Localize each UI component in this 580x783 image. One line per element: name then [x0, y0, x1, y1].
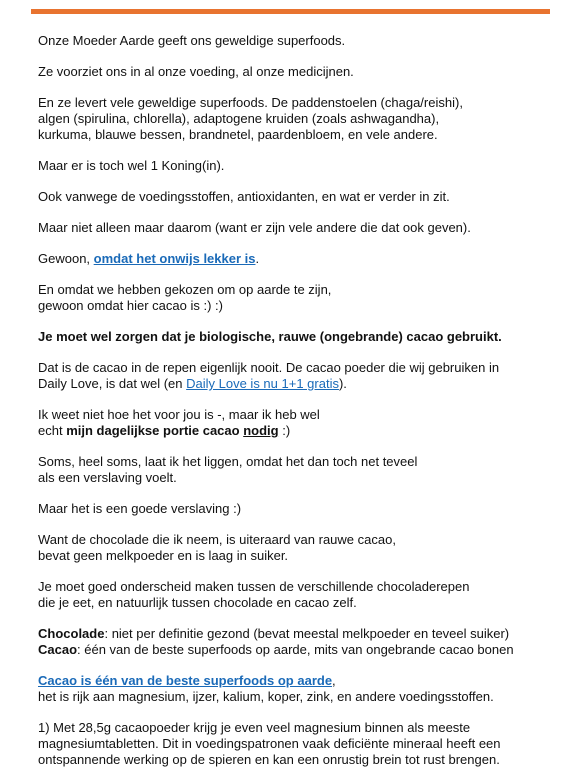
paragraph: Ik weet niet hoe het voor jou is -, maar ik heb wel echt mijn dagelijkse portie cacao nodig :): [38, 407, 320, 438]
paragraph: Je moet goed onderscheid maken tussen de verschillende chocoladerepen die je eet, en natuurlijk tussen chocolade en cacao zelf.: [38, 579, 470, 610]
paragraph: Maar er is toch wel 1 Koning(in).: [38, 158, 225, 173]
paragraph: Soms, heel soms, laat ik het liggen, omdat het dan toch net teveel als een verslaving voelt.: [38, 454, 418, 485]
paragraph: Maar niet alleen maar daarom (want er zijn vele andere die dat ook geven).: [38, 220, 471, 235]
paragraph: Je moet wel zorgen dat je biologische, rauwe (ongebrande) cacao gebruikt.: [38, 329, 502, 344]
paragraph: Maar het is een goede verslaving :): [38, 501, 242, 516]
email-body: [38, 33, 548, 783]
paragraph: Want de chocolade die ik neem, is uiteraard van rauwe cacao, bevat geen melkpoeder en is laag in suiker.: [38, 532, 396, 563]
paragraph: Onze Moeder Aarde geeft ons geweldige superfoods.: [38, 33, 346, 48]
paragraph: En ze levert vele geweldige superfoods. De paddenstoelen (chaga/reishi), algen (spirulina, chlorella), adaptogene kruiden (zoals ashwagandha), kurkuma, blauwe bessen, brandnetel, paardenbloem, en vele andere.: [38, 95, 463, 142]
paragraph: Cacao is één van de beste superfoods op aarde, het is rijk aan magnesium, ijzer, kalium, koper, zink, en andere voedingsstoffen.: [38, 673, 494, 704]
paragraph: Dat is de cacao in de repen eigenlijk nooit. De cacao poeder die wij gebruiken in Daily Love, is dat wel (en Daily Love is nu 1+1 gratis).: [38, 360, 500, 391]
paragraph: En omdat we hebben gekozen om op aarde te zijn, gewoon omdat hier cacao is :) :): [38, 282, 332, 313]
tasty-link[interactable]: omdat het onwijs lekker is: [93, 251, 256, 266]
header-accent-bar: [31, 9, 550, 14]
paragraph: Ook vanwege de voedingsstoffen, antioxidanten, en wat er verder in zit.: [38, 189, 450, 204]
superfood-link[interactable]: Cacao is één van de beste superfoods op aarde: [38, 673, 333, 688]
paragraph: Ze voorziet ons in al onze voeding, al onze medicijnen.: [38, 64, 354, 79]
daily-love-offer-link[interactable]: Daily Love is nu 1+1 gratis: [186, 376, 339, 391]
paragraph: Gewoon, omdat het onwijs lekker is.: [38, 251, 260, 266]
paragraph: 1) Met 28,5g cacaopoeder krijg je even veel magnesium binnen als meeste magnesiumtabletten. Dit in voedingspatronen vaak deficiënte mineraal heeft een ontspannende werking op de spieren en kan een onrustig brein tot rust brengen.: [38, 720, 501, 767]
paragraph: Chocolade: niet per definitie gezond (bevat meestal melkpoeder en teveel suiker) Cacao: één van de beste superfoods op aarde, mits van ongebrande cacao bonen: [38, 626, 514, 657]
